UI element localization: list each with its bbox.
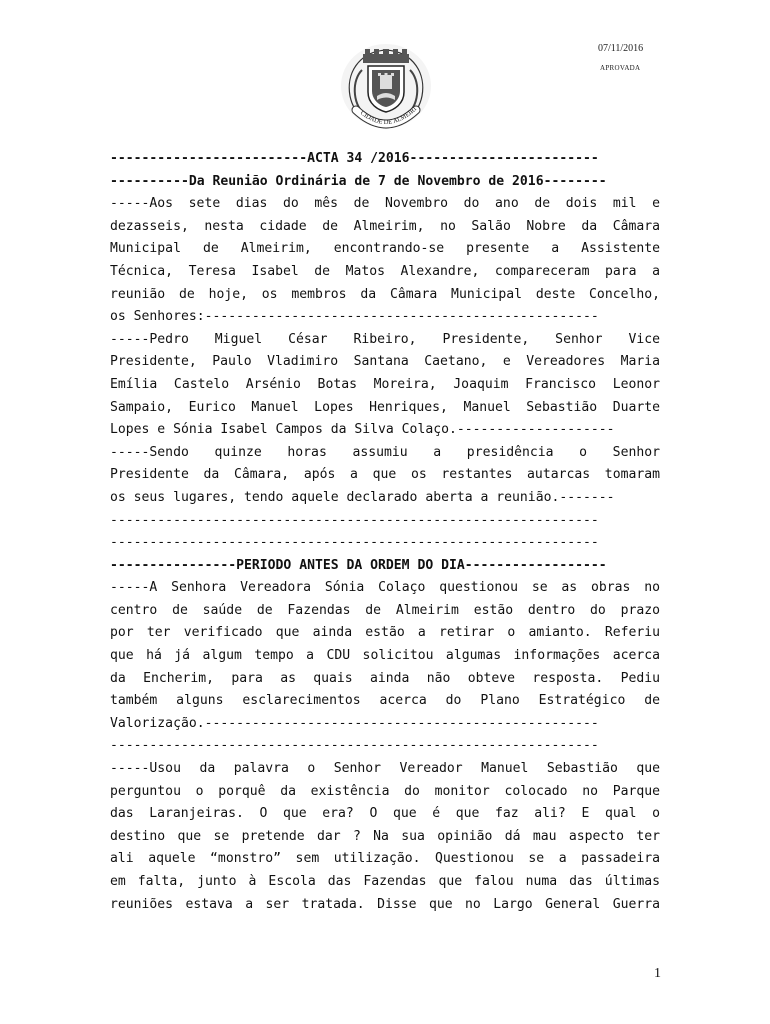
text-line: destino que se pretende dar ? Na sua opinião dá mau aspecto ter (110, 828, 660, 844)
text-line: os Senhores:-------------------------------------------------- (110, 309, 599, 325)
page-number: 1 (654, 966, 661, 981)
separator-line: -------------------------------------------------------------- (110, 512, 599, 528)
text-line: -----Usou da palavra o Senhor Vereador Manuel Sebastião que (110, 761, 660, 777)
separator-line: -------------------------------------------------------------- (110, 535, 599, 551)
section-heading: ----------------PERIODO ANTES DA ORDEM DO DIA------------------ (110, 557, 607, 573)
text-line: ali aquele “monstro” sem utilização. Questionou se a passadeira (110, 851, 660, 867)
text-line: Valorização.-------------------------------------------------- (110, 715, 599, 731)
text-line: das Laranjeiras. O que era? O que é que faz ali? E qual o (110, 806, 660, 822)
text-line: -----Sendo quinze horas assumiu a presidência o Senhor (110, 444, 660, 460)
text-line: Sampaio, Eurico Manuel Lopes Henriques, Manuel Sebastião Duarte (110, 399, 660, 415)
text-line: Presidente, Paulo Vladimiro Santana Caetano, e Vereadores Maria (110, 354, 660, 370)
text-line: Emília Castelo Arsénio Botas Moreira, Joaquim Francisco Leonor (110, 376, 660, 392)
separator-line: -------------------------------------------------------------- (110, 738, 599, 754)
document-date: 07/11/2016 (598, 43, 644, 54)
text-line: em falta, junto à Escola das Fazendas que falou numa das últimas (110, 874, 660, 889)
text-line: Lopes e Sónia Isabel Campos da Silva Colaço.-------------------- (110, 422, 615, 438)
text-line: da Encherim, para as quais ainda não obteve resposta. Pediu (110, 670, 660, 686)
text-line: que há já algum tempo a CDU solicitou algumas informações acerca (110, 648, 660, 664)
minutes-title: -------------------------ACTA 34 /2016------------------------ (110, 151, 599, 166)
text-line: Presidente da Câmara, após a que os restantes autarcas tomaram (110, 467, 660, 483)
text-line: centro de saúde de Fazendas de Almeirim estão dentro do prazo (110, 602, 660, 618)
text-line: reunião de hoje, os membros da Câmara Municipal deste Concelho, (110, 286, 660, 302)
text-line: perguntou o porquê da existência do monitor colocado no Parque (110, 783, 660, 799)
meeting-subtitle: ----------Da Reunião Ordinária de 7 de Novembro de 2016-------- (110, 173, 607, 189)
minutes-body (110, 148, 660, 916)
text-line: Municipal de Almeirim, encontrando-se presente a Assistente (110, 241, 660, 257)
text-line: os seus lugares, tendo aquele declarado aberta a reunião.------- (110, 489, 615, 505)
municipal-crest-logo (336, 40, 436, 136)
crest-scroll-text: CIDADE DE ALMEIRI (358, 105, 419, 127)
text-line: -----Pedro Miguel César Ribeiro, Presidente, Senhor Vice (110, 331, 660, 347)
text-line: dezasseis, nesta cidade de Almeirim, no Salão Nobre da Câmara (110, 218, 660, 234)
text-line: -----A Senhora Vereadora Sónia Colaço questionou se as obras no (110, 580, 660, 596)
text-line: por ter verificado que ainda estão a retirar o amianto. Referiu (110, 625, 660, 641)
text-line: também alguns esclarecimentos acerca do Plano Estratégico de (110, 693, 660, 709)
approval-status: APROVADA (600, 64, 641, 72)
text-line: Técnica, Teresa Isabel de Matos Alexandre, compareceram para a (110, 263, 660, 279)
text-line: reuniões estava a ser tratada. Disse que no Largo General Guerra (110, 896, 660, 912)
text-line: -----Aos sete dias do mês de Novembro do ano de dois mil e (110, 196, 660, 212)
